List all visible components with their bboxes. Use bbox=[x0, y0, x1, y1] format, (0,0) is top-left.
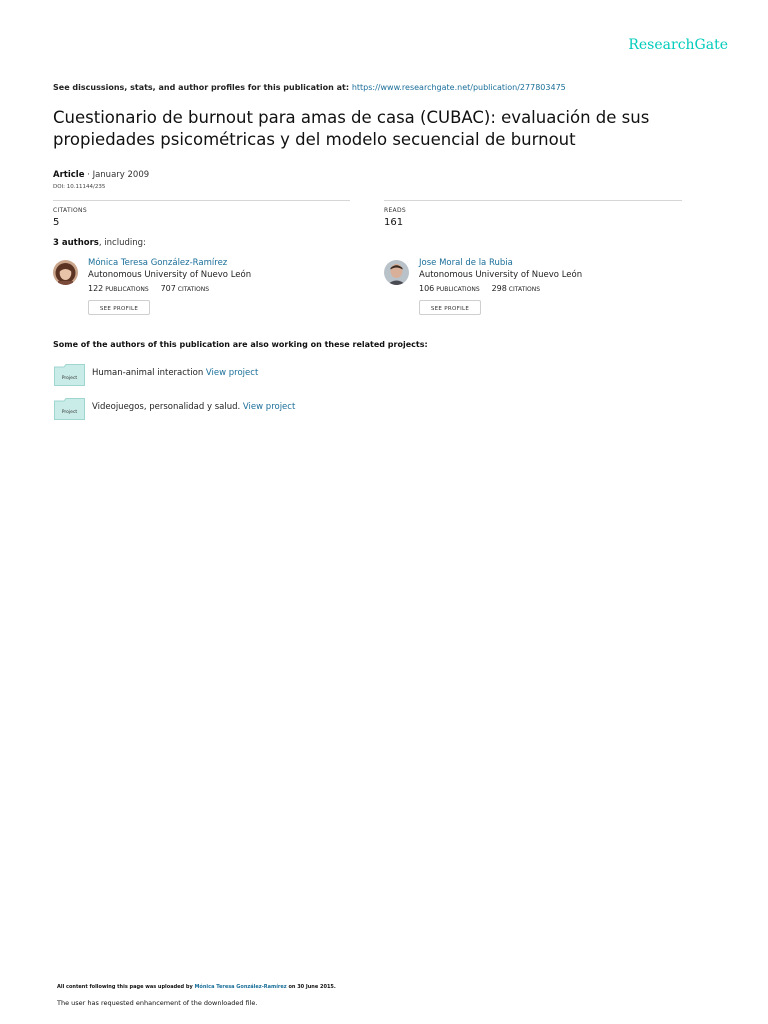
project-folder-label: Project bbox=[61, 376, 78, 381]
citations-count: 707 bbox=[160, 284, 176, 293]
project-name: Videojuegos, personalidad y salud. bbox=[92, 402, 241, 412]
project-text bbox=[92, 402, 295, 412]
article-date: · January 2009 bbox=[84, 170, 150, 180]
publication-title: Cuestionario de burnout para amas de casa (CUBAC): evaluación de sus propiedades psicométricas y del modelo secuencial de burnout bbox=[53, 108, 650, 149]
project-name: Human-animal interaction bbox=[92, 368, 204, 378]
see-profile-button[interactable]: SEE PROFILE bbox=[88, 300, 150, 315]
author-card bbox=[384, 258, 684, 320]
uploader-link[interactable]: Mónica Teresa González-Ramírez bbox=[194, 984, 287, 990]
article-type: Article bbox=[53, 170, 85, 180]
discussions-notice bbox=[53, 83, 566, 92]
article-doi: DOI: 10.11144/235 bbox=[53, 184, 106, 190]
authors-heading bbox=[53, 238, 146, 248]
project-folder-label: Project bbox=[61, 410, 78, 415]
reads-value: 161 bbox=[384, 217, 404, 228]
author-institution: Autonomous University of Nuevo León bbox=[419, 270, 583, 280]
upload-notice bbox=[57, 984, 336, 990]
publications-count: 106 bbox=[419, 284, 435, 293]
author-card bbox=[53, 258, 353, 320]
citations-count: 298 bbox=[491, 284, 507, 293]
project-item bbox=[53, 364, 453, 388]
upload-suffix: on 30 June 2015. bbox=[288, 984, 336, 990]
avatar[interactable] bbox=[53, 260, 78, 285]
publication-url-link[interactable]: https://www.researchgate.net/publication/277803475 bbox=[351, 83, 566, 92]
avatar[interactable] bbox=[384, 260, 409, 285]
author-name[interactable]: Jose Moral de la Rubia bbox=[419, 258, 513, 268]
author-stats bbox=[419, 284, 540, 293]
project-folder-icon bbox=[54, 364, 85, 386]
avatar-male-image bbox=[384, 260, 409, 285]
article-meta bbox=[53, 170, 149, 180]
upload-prefix: All content following this page was uploaded by bbox=[57, 984, 193, 990]
enhancement-request-notice: The user has requested enhancement of the downloaded file. bbox=[57, 999, 258, 1007]
divider-left bbox=[53, 200, 350, 201]
publications-count: 122 bbox=[88, 284, 104, 293]
citations-label: CITATIONS bbox=[508, 286, 541, 293]
divider-right bbox=[384, 200, 682, 201]
citations-label: CITATIONS bbox=[53, 207, 87, 214]
publications-label: PUBLICATIONS bbox=[436, 286, 480, 293]
reads-label: READS bbox=[384, 207, 406, 214]
view-project-link[interactable]: View project bbox=[205, 368, 259, 378]
author-institution: Autonomous University of Nuevo León bbox=[88, 270, 252, 280]
project-item bbox=[53, 398, 453, 422]
project-text bbox=[92, 368, 258, 378]
citations-label: CITATIONS bbox=[177, 286, 210, 293]
author-name[interactable]: Mónica Teresa González-Ramírez bbox=[88, 258, 228, 268]
publications-label: PUBLICATIONS bbox=[105, 286, 149, 293]
author-stats bbox=[88, 284, 209, 293]
avatar-female-image bbox=[53, 260, 78, 285]
authors-count: 3 authors bbox=[53, 238, 99, 248]
researchgate-logo[interactable]: ResearchGate bbox=[628, 37, 728, 53]
authors-suffix: , including: bbox=[98, 238, 146, 248]
discussions-text: See discussions, stats, and author profiles for this publication at: bbox=[53, 83, 350, 92]
related-projects-heading: Some of the authors of this publication are also working on these related projects: bbox=[53, 340, 428, 349]
project-folder-icon bbox=[54, 398, 85, 420]
see-profile-button[interactable]: SEE PROFILE bbox=[419, 300, 481, 315]
citations-value: 5 bbox=[53, 217, 60, 228]
view-project-link[interactable]: View project bbox=[242, 402, 296, 412]
